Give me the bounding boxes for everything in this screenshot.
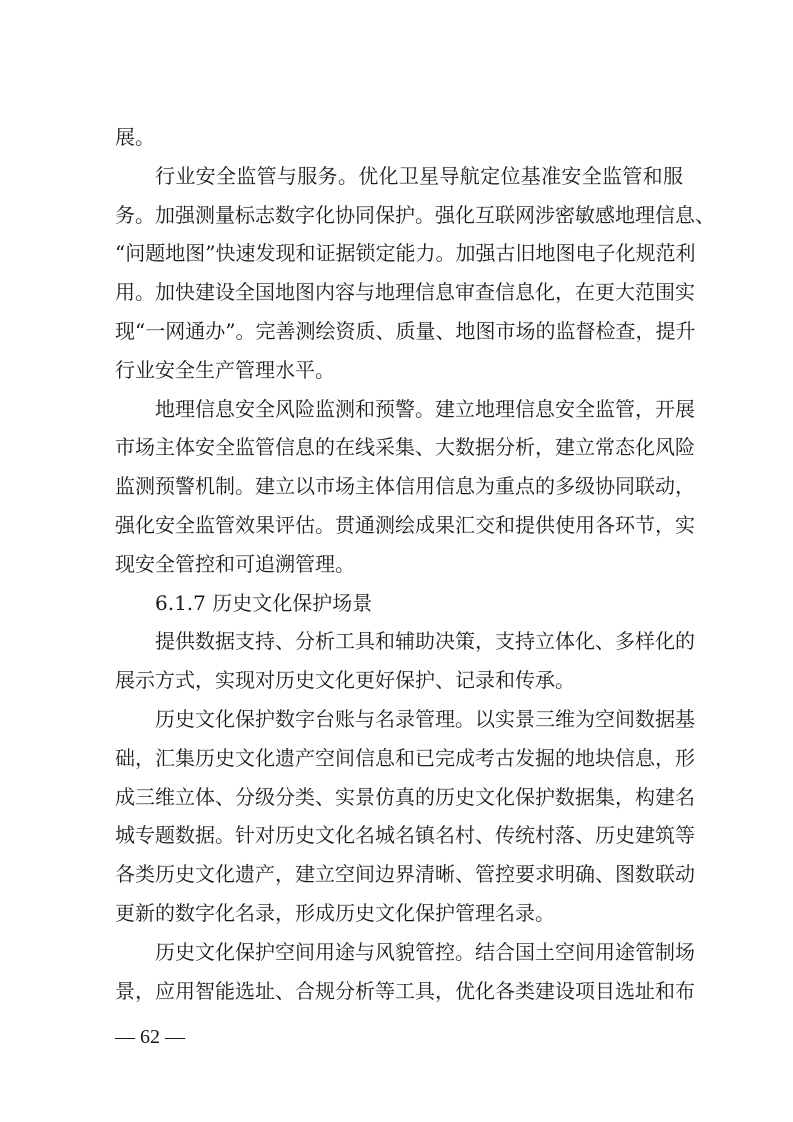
text-line: 景，应用智能选址、合规分析等工具，优化各类建设项目选址和布: [115, 978, 695, 1003]
text-line: 展。: [115, 125, 155, 149]
section-heading: 6.1.7 历史文化保护场景: [155, 590, 373, 615]
text-line: 强化安全监管效果评估。贯通测绘成果汇交和提供使用各环节，实: [115, 512, 695, 537]
text-line: 市场主体安全监管信息的在线采集、大数据分析，建立常态化风险: [115, 435, 695, 460]
text-line: 用。加快建设全国地图内容与地理信息审查信息化，在更大范围实: [115, 280, 695, 305]
text-line: 行业安全生产管理水平。: [115, 357, 335, 382]
text-line: 各类历史文化遗产，建立空间边界清晰、管控要求明确、图数联动: [115, 862, 695, 887]
text-line: 现“一网通办”。完善测绘资质、质量、地图市场的监督检查，提升: [115, 318, 696, 343]
text-line: 展示方式，实现对历史文化更好保护、记录和传承。: [115, 668, 575, 693]
text-line: 行业安全监管与服务。优化卫星导航定位基准安全监管和服: [155, 163, 683, 188]
text-line: 历史文化保护数字台账与名录管理。以实景三维为空间数据基: [155, 706, 695, 731]
text-line: 地理信息安全风险监测和预警。建立地理信息安全监管，开展: [155, 396, 695, 421]
text-line: 历史文化保护空间用途与风貌管控。结合国土空间用途管制场: [155, 939, 695, 964]
text-line: 监测预警机制。建立以市场主体信用信息为重点的多级协同联动，: [115, 474, 695, 499]
text-line: 成三维立体、分级分类、实景仿真的历史文化保护数据集，构建名: [115, 784, 695, 809]
document-body: [115, 118, 715, 1010]
text-line: 现安全管控和可追溯管理。: [115, 551, 355, 576]
page-number: — 62 —: [115, 1026, 185, 1048]
text-line: “问题地图”快速发现和证据锁定能力。加强古旧地图电子化规范利: [115, 241, 696, 266]
text-line: 提供数据支持、分析工具和辅助决策，支持立体化、多样化的: [155, 629, 695, 654]
text-line: 务。加强测量标志数字化协同保护。强化互联网涉密敏感地理信息、: [115, 202, 715, 227]
text-line: 础，汇集历史文化遗产空间信息和已完成考古发掘的地块信息，形: [115, 745, 695, 770]
text-line: 更新的数字化名录，形成历史文化保护管理名录。: [115, 900, 555, 925]
text-line: 城专题数据。针对历史文化名城名镇名村、传统村落、历史建筑等: [115, 823, 695, 848]
